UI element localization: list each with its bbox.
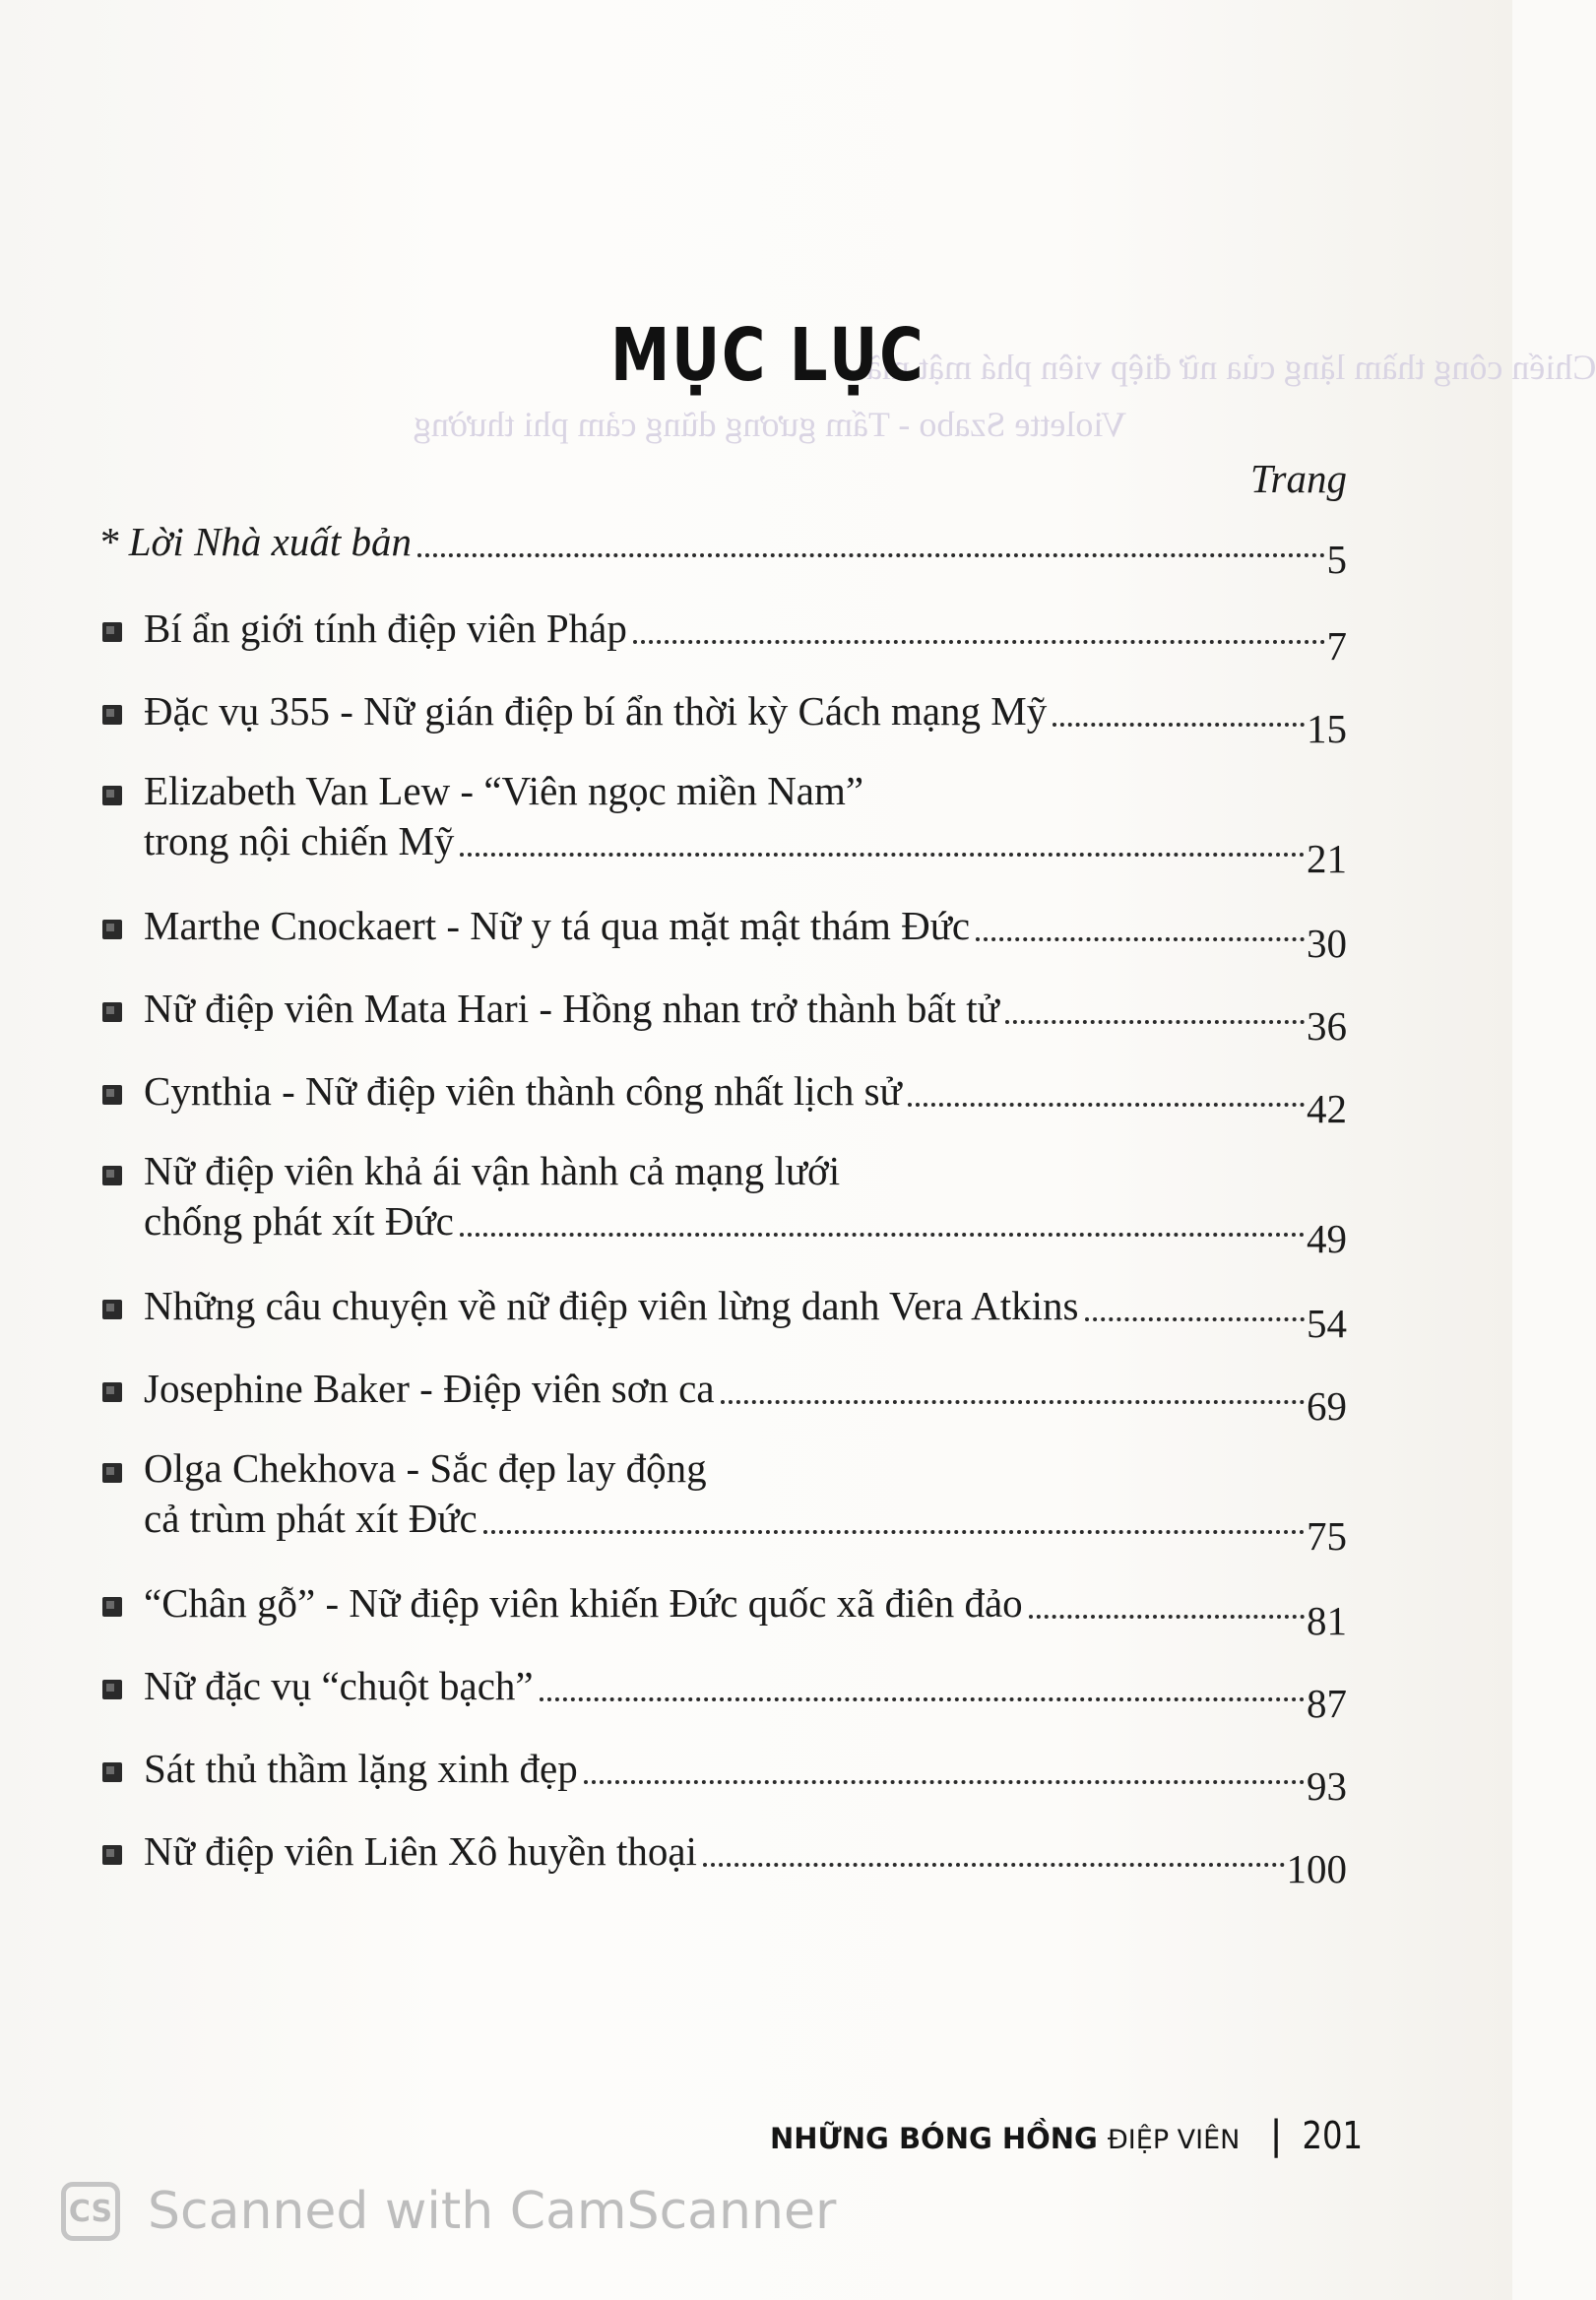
toc-entry[interactable] — [98, 1146, 1347, 1261]
square-bullet-icon — [102, 622, 122, 642]
square-bullet-icon — [102, 920, 122, 939]
toc-entry-title: Sát thủ thầm lặng xinh đẹp — [144, 1746, 578, 1791]
toc-entry[interactable] — [98, 685, 1347, 751]
square-bullet-icon — [102, 705, 122, 725]
toc-page-number: 7 — [1326, 623, 1347, 669]
toc-entry-title: Marthe Cnockaert - Nữ y tá qua mặt mật thám Đức — [144, 903, 971, 948]
square-bullet-icon — [102, 1762, 122, 1782]
dot-leader — [1005, 1020, 1305, 1024]
dot-leader — [1085, 1317, 1306, 1321]
toc-entry[interactable] — [98, 1443, 1347, 1559]
toc-entry-title: Đặc vụ 355 - Nữ gián điệp bí ẩn thời kỳ Cách mạng Mỹ — [144, 688, 1048, 734]
square-bullet-icon — [102, 1300, 122, 1319]
dot-leader — [703, 1863, 1285, 1867]
toc-entry-title: Josephine Baker - Điệp viên sơn ca — [144, 1366, 715, 1411]
square-bullet-icon — [102, 1680, 122, 1699]
toc-entry[interactable] — [98, 900, 1347, 966]
footer-separator: | — [1269, 2113, 1283, 2158]
toc-entry[interactable] — [98, 1577, 1347, 1643]
dot-leader — [721, 1400, 1305, 1404]
toc-entry[interactable] — [98, 1065, 1347, 1131]
dot-leader — [460, 853, 1305, 857]
toc-entry-title: * Lời Nhà xuất bản — [98, 519, 413, 564]
bleed-through-text: Chiến công thầm lặng của nữ điệp viên phá mật mã — [866, 348, 1596, 387]
toc-entry[interactable] — [98, 1280, 1347, 1346]
footer-series-subtitle: ĐIỆP VIÊN — [1107, 2125, 1241, 2155]
table-of-contents — [98, 512, 1347, 1891]
square-bullet-icon — [102, 786, 122, 805]
toc-entry-title: Nữ đặc vụ “chuột bạch” — [144, 1663, 534, 1708]
square-bullet-icon — [102, 1166, 122, 1185]
dot-leader — [540, 1697, 1305, 1701]
toc-entry-title: Cynthia - Nữ điệp viên thành công nhất lịch sử — [144, 1068, 902, 1114]
toc-entry-title: Elizabeth Van Lew - “Viên ngọc miền Nam” — [144, 768, 864, 813]
toc-entry[interactable] — [98, 603, 1347, 669]
toc-entry-title-continued: chống phát xít Đức — [144, 1198, 454, 1244]
toc-page-number: 54 — [1307, 1301, 1347, 1346]
square-bullet-icon — [102, 1002, 122, 1022]
toc-page-number: 75 — [1307, 1513, 1347, 1559]
toc-page-number: 21 — [1307, 836, 1347, 881]
toc-entry-title: Nữ điệp viên Mata Hari - Hồng nhan trở thành bất tử — [144, 986, 999, 1031]
toc-entry-title: Bí ẩn giới tính điệp viên Pháp — [144, 606, 627, 651]
running-footer — [770, 2113, 1368, 2158]
square-bullet-icon — [102, 1597, 122, 1617]
page-title: MỤC LỤC — [610, 313, 926, 398]
toc-entry[interactable] — [98, 1660, 1347, 1726]
dot-leader — [633, 640, 1325, 644]
square-bullet-icon — [102, 1845, 122, 1865]
dot-leader — [417, 553, 1324, 557]
toc-page-number: 69 — [1307, 1383, 1347, 1429]
dot-leader — [908, 1103, 1305, 1107]
dot-leader — [976, 937, 1305, 941]
toc-entry[interactable] — [98, 516, 1347, 582]
dot-leader — [1029, 1615, 1305, 1619]
scanner-watermark — [61, 2182, 836, 2241]
toc-entry-title: Nữ điệp viên Liên Xô huyền thoại — [144, 1828, 697, 1874]
toc-entry[interactable] — [98, 766, 1347, 881]
toc-page-number: 5 — [1326, 537, 1347, 582]
dot-leader — [584, 1780, 1305, 1784]
toc-page-number: 49 — [1307, 1216, 1347, 1261]
toc-entry[interactable] — [98, 983, 1347, 1049]
toc-page-number: 87 — [1307, 1681, 1347, 1726]
toc-entry-title: Những câu chuyện về nữ điệp viên lừng danh Vera Atkins — [144, 1283, 1079, 1328]
toc-page-number: 100 — [1286, 1846, 1347, 1891]
camscanner-logo-icon: CS — [61, 2182, 120, 2241]
square-bullet-icon — [102, 1085, 122, 1105]
square-bullet-icon — [102, 1382, 122, 1402]
toc-entry[interactable] — [98, 1743, 1347, 1809]
toc-page-number: 15 — [1307, 706, 1347, 751]
toc-entry[interactable] — [98, 1363, 1347, 1429]
bleed-through-text: Violette Szabo - Tấm gương dũng cảm phi thường — [414, 405, 1127, 444]
toc-entry-title-continued: cả trùm phát xít Đức — [144, 1496, 478, 1541]
toc-entry-title: Olga Chekhova - Sắc đẹp lay động — [144, 1445, 707, 1491]
toc-entry[interactable] — [98, 1825, 1347, 1891]
footer-page-number: 201 — [1302, 2114, 1363, 2157]
toc-entry-title: “Chân gỗ” - Nữ điệp viên khiến Đức quốc xã điên đảo — [144, 1580, 1023, 1626]
footer-series-title: NHỮNG BÓNG HỒNG — [770, 2122, 1098, 2155]
dot-leader — [483, 1530, 1305, 1534]
toc-page-number: 36 — [1307, 1003, 1347, 1049]
toc-entry-title-continued: trong nội chiến Mỹ — [144, 818, 455, 863]
toc-page-number: 81 — [1307, 1598, 1347, 1643]
watermark-text: Scanned with CamScanner — [148, 2182, 837, 2241]
dot-leader — [460, 1233, 1305, 1237]
toc-page-number: 30 — [1307, 921, 1347, 966]
toc-entry-title: Nữ điệp viên khả ái vận hành cả mạng lưới — [144, 1148, 841, 1193]
page-column-header: Trang — [1250, 456, 1347, 501]
toc-page-number: 93 — [1307, 1763, 1347, 1809]
dot-leader — [1053, 723, 1305, 727]
toc-page-number: 42 — [1307, 1086, 1347, 1131]
square-bullet-icon — [102, 1463, 122, 1483]
